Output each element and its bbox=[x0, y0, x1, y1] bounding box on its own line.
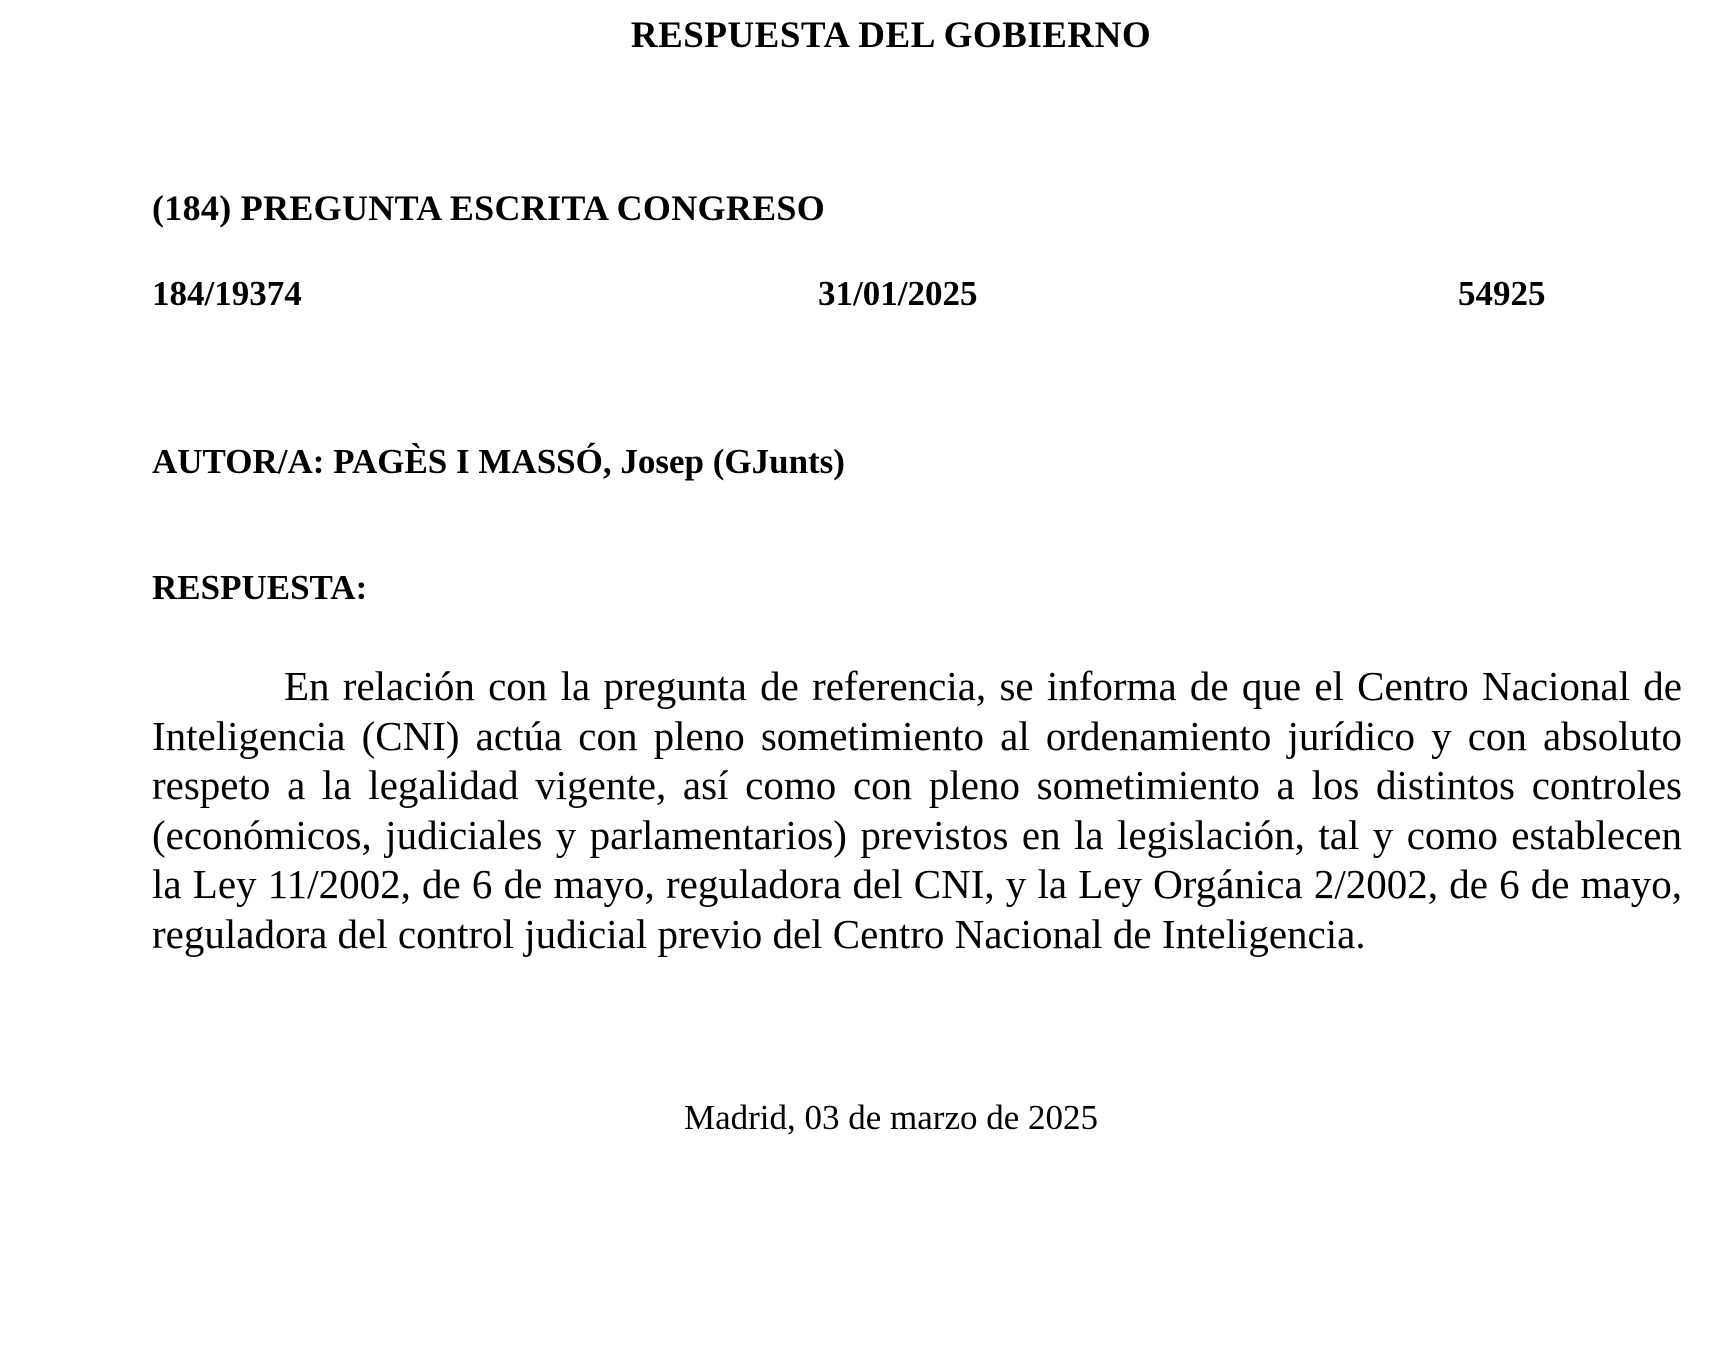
question-meta-row bbox=[152, 272, 1552, 316]
question-reference: 184/19374 bbox=[152, 274, 302, 313]
place-date: Madrid, 03 de marzo de 2025 bbox=[683, 1098, 1099, 1137]
response-label: RESPUESTA: bbox=[152, 568, 368, 607]
author-line: AUTOR/A: PAGÈS I MASSÓ, Josep (GJunts) bbox=[152, 442, 845, 481]
question-number: 54925 bbox=[1458, 274, 1546, 313]
response-body: En relación con la pregunta de referencia, se informa de que el Centro Nacional de Inteligencia (CNI) actúa con pleno sometimiento al ordenamiento jurídico y con absoluto respeto a la legalidad vigente, así como con pleno sometimiento a los distintos controles (económicos, judiciales y parlamentarios) previstos en la legislación, tal y como establecen la Ley 11/2002, de 6 de mayo, reguladora del CNI, y la Ley Orgánica 2/2002, de 6 de mayo, reguladora del control judicial previo del Centro Nacional de Inteligencia. bbox=[152, 663, 1682, 957]
question-type: (184) PREGUNTA ESCRITA CONGRESO bbox=[152, 188, 826, 228]
document-title: RESPUESTA DEL GOBIERNO bbox=[630, 15, 1152, 56]
question-date: 31/01/2025 bbox=[818, 274, 978, 313]
